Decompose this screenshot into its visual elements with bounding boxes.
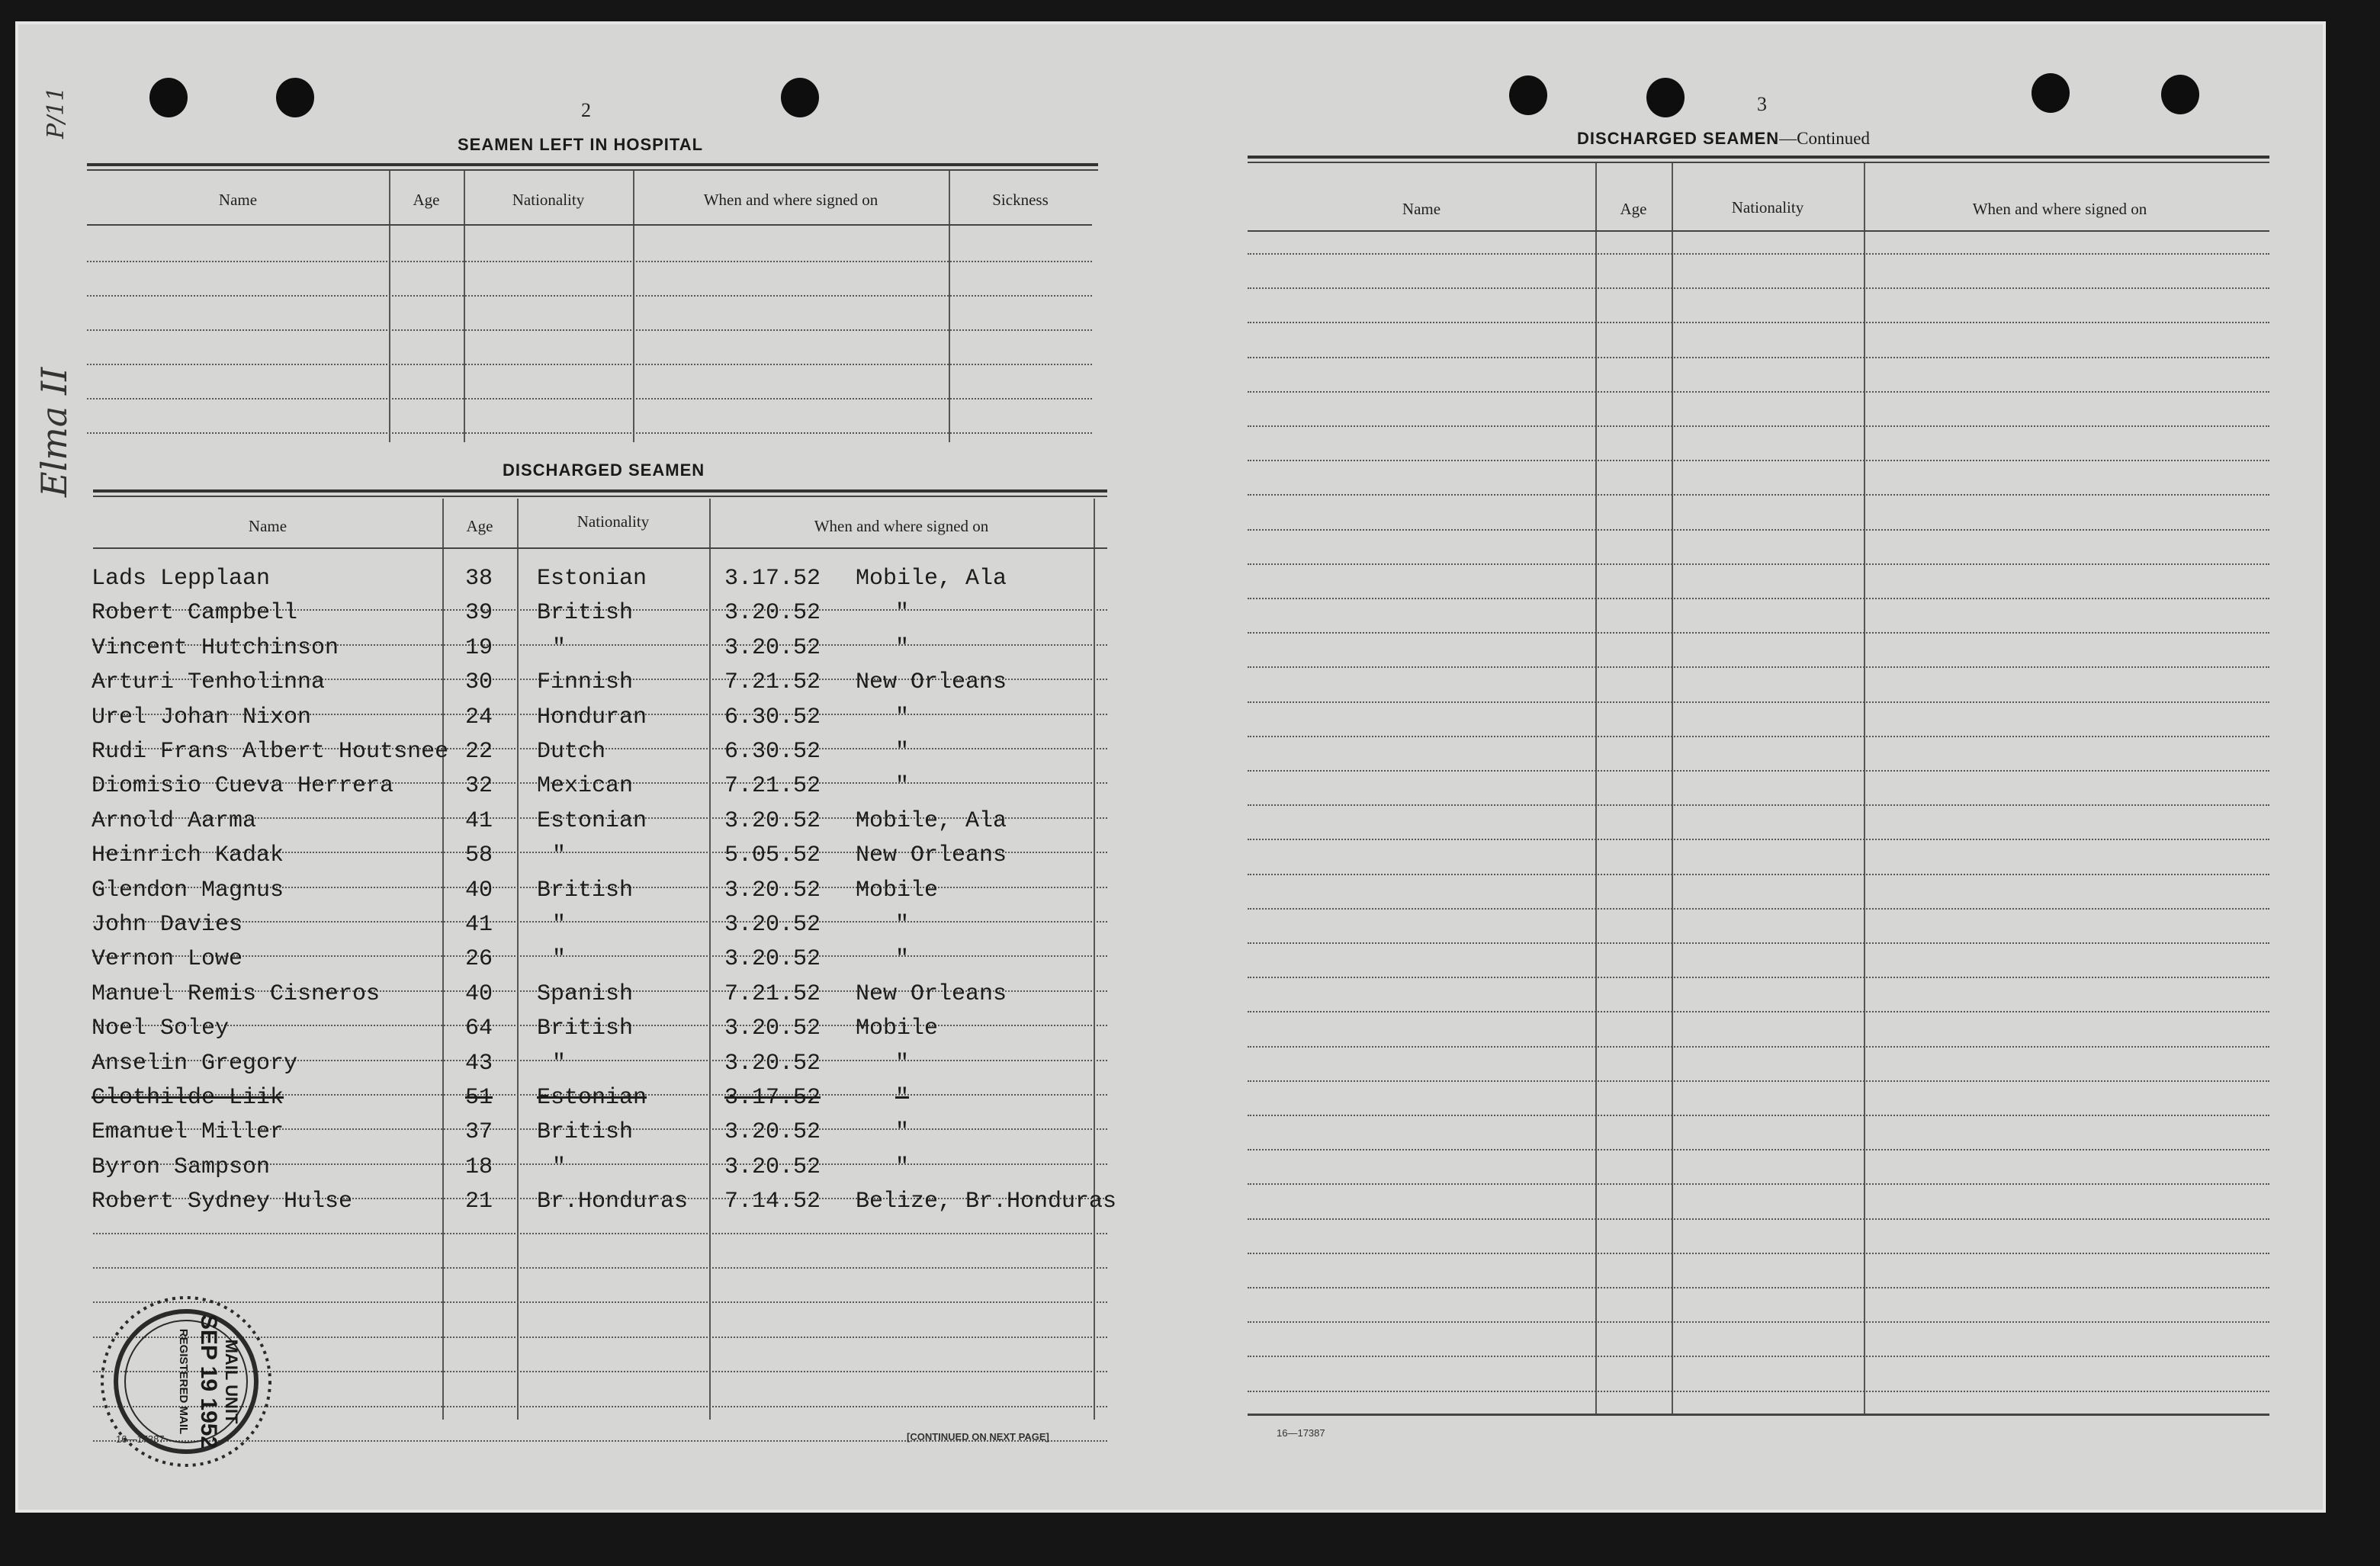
seaman-name: Glendon Magnus <box>92 878 284 903</box>
row-line <box>87 432 1092 434</box>
column-header: Nationality <box>577 512 650 531</box>
seaman-nationality: Dutch <box>537 739 606 765</box>
page-number-right: 3 <box>1757 93 1767 115</box>
seaman-name: Rudi Frans Albert Houtsnee <box>92 739 449 765</box>
signed-on-place: Mobile <box>856 1016 939 1041</box>
column-divider <box>1595 163 1597 1414</box>
signed-on-place: Mobile, Ala <box>856 566 1007 592</box>
column-divider <box>633 171 634 442</box>
column-header: Name <box>1402 200 1441 218</box>
signed-on-place: " <box>895 1085 910 1111</box>
seaman-age: 24 <box>465 704 493 730</box>
stamp-line2: SEP 19 1952 <box>196 1314 221 1449</box>
seaman-age: 43 <box>465 1051 493 1077</box>
seaman-name: Manuel Remis Cisneros <box>92 981 381 1007</box>
row-line <box>1248 1218 2269 1220</box>
seaman-nationality: " <box>552 635 567 661</box>
row-line <box>1248 736 2269 737</box>
signed-on-place: New Orleans <box>856 669 1007 695</box>
seaman-name: Arturi Tenholinna <box>92 669 326 695</box>
discharged-title: DISCHARGED SEAMEN <box>503 460 705 480</box>
seaman-nationality: " <box>552 1154 567 1180</box>
seaman-age: 21 <box>465 1189 493 1215</box>
seaman-nationality: " <box>552 912 567 938</box>
column-divider <box>442 499 444 1420</box>
signed-on-date: 6.30.52 <box>724 739 821 765</box>
seaman-age: 51 <box>465 1085 493 1111</box>
row-line <box>1248 1183 2269 1185</box>
seaman-age: 39 <box>465 600 493 626</box>
column-header: Age <box>413 191 440 209</box>
signed-on-date: 3.20.52 <box>724 946 821 972</box>
punch-hole <box>2032 73 2070 113</box>
rule <box>1248 162 2269 163</box>
seaman-name: Diomisio Cueva Herrera <box>92 773 394 799</box>
row-line <box>87 329 1092 331</box>
row-line <box>1248 1356 2269 1357</box>
row-line <box>1248 494 2269 496</box>
row-line <box>1248 1080 2269 1082</box>
signed-on-date: 3.20.52 <box>724 1119 821 1145</box>
seaman-age: 18 <box>465 1154 493 1180</box>
seaman-age: 32 <box>465 773 493 799</box>
header-rule <box>1248 230 2269 232</box>
punch-hole <box>149 78 188 117</box>
row-line <box>87 261 1092 262</box>
signed-on-date: 3.17.52 <box>724 566 821 592</box>
seaman-age: 22 <box>465 739 493 765</box>
signed-on-place: " <box>895 739 910 765</box>
seaman-name: Emanuel Miller <box>92 1119 284 1145</box>
seaman-nationality: Estonian <box>537 566 647 592</box>
signed-on-date: 7.21.52 <box>724 981 821 1007</box>
seaman-name: Byron Sampson <box>92 1154 271 1180</box>
signed-on-place: " <box>895 946 910 972</box>
margin-note-top: P/11 <box>43 86 69 139</box>
row-line <box>1248 1321 2269 1323</box>
rule <box>93 489 1107 493</box>
column-divider <box>1094 499 1095 1420</box>
stamp-line3: REGISTERED MAIL <box>177 1328 190 1435</box>
row-line <box>1248 1149 2269 1150</box>
seaman-age: 41 <box>465 808 493 834</box>
seaman-nationality: British <box>537 600 634 626</box>
seaman-age: 26 <box>465 946 493 972</box>
seaman-age: 38 <box>465 566 493 592</box>
column-header: When and where signed on <box>814 517 989 535</box>
seaman-name: Heinrich Kadak <box>92 842 284 868</box>
column-header: Nationality <box>512 191 585 209</box>
signed-on-date: 3.20.52 <box>724 912 821 938</box>
document-sheet <box>15 21 2326 1513</box>
signed-on-place: " <box>895 773 910 799</box>
row-line <box>1248 977 2269 978</box>
row-line <box>1248 1287 2269 1288</box>
postmark-stamp <box>72 1252 316 1496</box>
punch-hole <box>1509 75 1547 115</box>
continued-note: [CONTINUED ON NEXT PAGE] <box>907 1431 1049 1442</box>
signed-on-place: New Orleans <box>856 842 1007 868</box>
row-line <box>93 921 1107 923</box>
seaman-age: 30 <box>465 669 493 695</box>
column-header: Sickness <box>992 191 1049 209</box>
seaman-name: Robert Sydney Hulse <box>92 1189 353 1215</box>
signed-on-date: 7.14.52 <box>724 1189 821 1215</box>
seaman-nationality: " <box>552 1051 567 1077</box>
row-line <box>1248 563 2269 565</box>
row-line <box>1248 1115 2269 1116</box>
seaman-nationality: British <box>537 1119 634 1145</box>
row-line <box>1248 770 2269 772</box>
rule <box>1248 156 2269 159</box>
seaman-nationality: British <box>537 1016 634 1041</box>
signed-on-date: 5.05.52 <box>724 842 821 868</box>
right-title-main: DISCHARGED SEAMEN <box>1577 129 1780 148</box>
row-line <box>1248 632 2269 634</box>
seaman-age: 40 <box>465 981 493 1007</box>
seaman-name: Vincent Hutchinson <box>92 635 339 661</box>
row-line <box>1248 529 2269 531</box>
right-title <box>1577 129 1870 149</box>
signed-on-date: 3.20.52 <box>724 878 821 903</box>
column-header: Name <box>248 517 287 535</box>
seaman-nationality: " <box>552 946 567 972</box>
signed-on-date: 3.20.52 <box>724 600 821 626</box>
signed-on-place: " <box>895 635 910 661</box>
row-line <box>1248 701 2269 703</box>
seaman-name: Clothilde Liik <box>92 1085 284 1111</box>
column-divider <box>949 171 950 442</box>
seaman-age: 64 <box>465 1016 493 1041</box>
row-line <box>1248 942 2269 944</box>
bottom-rule <box>1248 1414 2269 1416</box>
punch-hole <box>781 78 819 117</box>
column-header: Name <box>218 191 258 209</box>
signed-on-date: 7.21.52 <box>724 669 821 695</box>
column-divider <box>389 171 390 442</box>
seaman-nationality: Estonian <box>537 808 647 834</box>
row-line <box>1248 1011 2269 1012</box>
row-line <box>1248 666 2269 668</box>
row-line <box>93 955 1107 957</box>
margin-note-side: Elma II <box>34 367 75 497</box>
signed-on-place: " <box>895 704 910 730</box>
signed-on-date: 3.20.52 <box>724 808 821 834</box>
column-header: When and where signed on <box>703 191 878 209</box>
seaman-name: Noel Soley <box>92 1016 230 1041</box>
column-header: When and where signed on <box>1972 200 2147 218</box>
right-title-suffix: —Continued <box>1779 129 1870 148</box>
signed-on-date: 3.20.52 <box>724 635 821 661</box>
column-divider <box>709 499 711 1420</box>
seaman-nationality: Spanish <box>537 981 634 1007</box>
row-line <box>1248 460 2269 461</box>
row-line <box>1248 804 2269 806</box>
seaman-name: Lads Lepplaan <box>92 566 271 592</box>
column-divider <box>517 499 519 1420</box>
seaman-nationality: Honduran <box>537 704 647 730</box>
signed-on-place: New Orleans <box>856 981 1007 1007</box>
seaman-name: Vernon Lowe <box>92 946 243 972</box>
signed-on-date: 3.17.52 <box>724 1085 821 1111</box>
seaman-nationality: Finnish <box>537 669 634 695</box>
signed-on-place: " <box>895 1119 910 1145</box>
seaman-name: Robert Campbell <box>92 600 298 626</box>
rule <box>87 169 1098 171</box>
row-line <box>93 1233 1107 1234</box>
row-line <box>1248 1391 2269 1392</box>
rule <box>87 163 1098 166</box>
header-rule <box>87 224 1092 226</box>
seaman-age: 40 <box>465 878 493 903</box>
row-line <box>1248 287 2269 289</box>
column-divider <box>1672 163 1673 1414</box>
row-line <box>1248 1046 2269 1048</box>
punch-hole <box>1646 78 1685 117</box>
signed-on-place: " <box>895 912 910 938</box>
row-line <box>1248 908 2269 910</box>
seaman-nationality: British <box>537 878 634 903</box>
seaman-name: Arnold Aarma <box>92 808 257 834</box>
seaman-age: 41 <box>465 912 493 938</box>
row-line <box>87 295 1092 297</box>
row-line <box>1248 839 2269 840</box>
signed-on-date: 3.20.52 <box>724 1016 821 1041</box>
seaman-nationality: Br.Honduras <box>537 1189 689 1215</box>
signed-on-date: 3.20.52 <box>724 1051 821 1077</box>
page-number-left: 2 <box>581 99 591 121</box>
seaman-name: Anselin Gregory <box>92 1051 298 1077</box>
seaman-name: Urel Johan Nixon <box>92 704 312 730</box>
punch-hole <box>2161 75 2199 114</box>
row-line <box>1248 391 2269 393</box>
signed-on-place: " <box>895 1154 910 1180</box>
column-header: Age <box>466 517 493 535</box>
header-rule <box>93 547 1107 549</box>
seaman-name: John Davies <box>92 912 243 938</box>
column-divider <box>464 171 465 442</box>
column-header: Age <box>1620 200 1647 218</box>
signed-on-place: Belize, Br.Honduras <box>856 1189 1117 1215</box>
row-line <box>1248 874 2269 875</box>
row-line <box>1248 253 2269 255</box>
punch-hole <box>276 78 314 117</box>
seaman-nationality: " <box>552 842 567 868</box>
signed-on-place: Mobile, Ala <box>856 808 1007 834</box>
form-number-left: 16—17387 <box>116 1433 165 1445</box>
signed-on-date: 6.30.52 <box>724 704 821 730</box>
row-line <box>87 364 1092 365</box>
signed-on-place: " <box>895 1051 910 1077</box>
row-line <box>1248 598 2269 599</box>
signed-on-date: 3.20.52 <box>724 1154 821 1180</box>
row-line <box>1248 425 2269 427</box>
stamp-line1: MAIL UNIT <box>222 1339 241 1424</box>
seaman-age: 37 <box>465 1119 493 1145</box>
seaman-nationality: Estonian <box>537 1085 647 1111</box>
row-line <box>1248 357 2269 358</box>
row-line <box>1248 1253 2269 1254</box>
rule <box>93 496 1107 497</box>
seaman-age: 19 <box>465 635 493 661</box>
seaman-age: 58 <box>465 842 493 868</box>
row-line <box>87 398 1092 400</box>
signed-on-place: " <box>895 600 910 626</box>
signed-on-date: 7.21.52 <box>724 773 821 799</box>
hospital-title: SEAMEN LEFT IN HOSPITAL <box>458 135 704 154</box>
column-divider <box>1864 163 1865 1414</box>
form-number-right: 16—17387 <box>1277 1427 1325 1439</box>
signed-on-place: Mobile <box>856 878 939 903</box>
row-line <box>1248 322 2269 323</box>
column-header: Nationality <box>1731 198 1804 217</box>
seaman-nationality: Mexican <box>537 773 634 799</box>
